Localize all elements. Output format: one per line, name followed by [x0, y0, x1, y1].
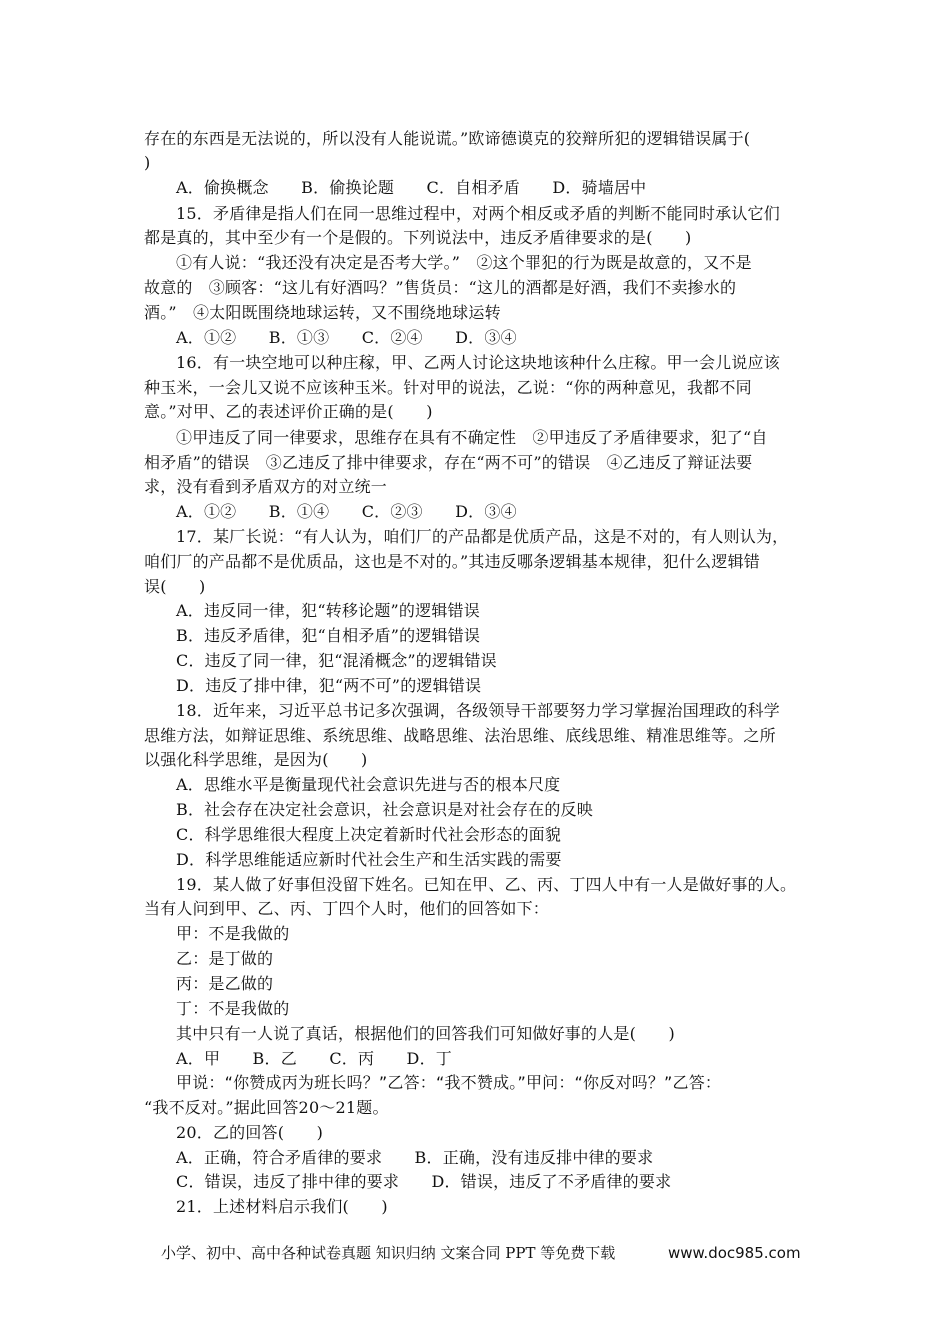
option-line: D．违反了排中律，犯“两不可”的逻辑错误: [176, 676, 482, 695]
option-line: A．偷换概念 B．偷换论题 C．自相矛盾 D．骑墙居中: [176, 178, 647, 197]
text-line: “我不反对。”据此回答20～21题。: [144, 1098, 389, 1117]
option-line: D．科学思维能适应新时代社会生产和生活实践的需要: [176, 850, 562, 869]
text-line: 咱们厂的产品都不是优质品，这也是不对的。”其违反哪条逻辑基本规律，犯什么逻辑错: [144, 552, 760, 571]
text-line: 丁：不是我做的: [176, 999, 290, 1018]
question-line: 15．矛盾律是指人们在同一思维过程中，对两个相反或矛盾的判断不能同时承认它们: [176, 204, 780, 223]
option-line: A．①② B．①④ C．②③ D．③④: [176, 502, 517, 521]
option-line: C．科学思维很大程度上决定着新时代社会形态的面貌: [176, 825, 562, 844]
option-line: B．违反矛盾律，犯“自相矛盾”的逻辑错误: [176, 626, 481, 645]
option-line: A．甲 B．乙 C．丙 D．丁: [176, 1049, 452, 1068]
text-line: 误( ): [144, 577, 206, 596]
option-line: C．错误，违反了排中律的要求 D．错误，违反了不矛盾律的要求: [176, 1172, 672, 1191]
text-line: 种玉米，一会儿又说不应该种玉米。针对甲的说法，乙说：“你的两种意见，我都不同: [144, 378, 752, 397]
text-line: 甲：不是我做的: [176, 924, 290, 943]
option-line: C．违反了同一律，犯“混淆概念”的逻辑错误: [176, 651, 497, 670]
text-line: 意。”对甲、乙的表述评价正确的是( ): [144, 402, 433, 421]
option-line: A．思维水平是衡量现代社会意识先进与否的根本尺度: [176, 775, 561, 794]
option-line: A．正确，符合矛盾律的要求 B．正确，没有违反排中律的要求: [176, 1148, 654, 1167]
text-line: 丙：是乙做的: [176, 974, 274, 993]
text-line: ①有人说：“我还没有决定是否考大学。” ②这个罪犯的行为既是故意的，又不是: [176, 253, 752, 272]
question-line: 19．某人做了好事但没留下姓名。已知在甲、乙、丙、丁四人中有一人是做好事的人。: [176, 875, 797, 894]
question-line: 18．近年来，习近平总书记多次强调，各级领导干部要努力学习掌握治国理政的科学: [176, 701, 780, 720]
text-line: 存在的东西是无法说的，所以没有人能说谎。”欧谛德谟克的狡辩所犯的逻辑错误属于(: [144, 129, 751, 148]
text-line: ①甲违反了同一律要求，思维存在具有不确定性 ②甲违反了矛盾律要求，犯了“自: [176, 428, 768, 447]
text-line: 相矛盾”的错误 ③乙违反了排中律要求，存在“两不可”的错误 ④乙违反了辩证法要: [144, 453, 753, 472]
text-line: 以强化科学思维，是因为( ): [144, 750, 368, 769]
text-line: 思维方法，如辩证思维、系统思维、战略思维、法治思维、底线思维、精准思维等。之所: [144, 726, 776, 745]
text-line: 甲说：“你赞成丙为班长吗？”乙答：“我不赞成。”甲问：“你反对吗？”乙答：: [176, 1073, 722, 1092]
question-line: 17．某厂长说：“有人认为，咱们厂的产品都是优质产品，这是不对的，有人则认为，: [176, 527, 789, 546]
question-line: 16．有一块空地可以种庄稼，甲、乙两人讨论这块地该种什么庄稼。甲一会儿说应该: [176, 353, 780, 372]
text-line: 其中只有一人说了真话，根据他们的回答我们可知做好事的人是( ): [176, 1024, 675, 1043]
text-line: 当有人问到甲、乙、丙、丁四个人时，他们的回答如下：: [144, 899, 550, 918]
question-line: 20．乙的回答( ): [176, 1123, 324, 1142]
option-line: A．违反同一律，犯“转移论题”的逻辑错误: [176, 601, 480, 620]
footer-url[interactable]: www.doc985.com: [668, 1244, 801, 1262]
footer-label: 小学、初中、高中各种试卷真题 知识归纳 文案合同 PPT 等免费下载: [161, 1244, 616, 1262]
text-line: 故意的 ③顾客：“这儿有好酒吗？”售货员：“这儿的酒都是好酒，我们不卖掺水的: [144, 278, 737, 297]
text-line: 乙：是丁做的: [176, 949, 274, 968]
text-line: ): [144, 153, 151, 172]
text-line: 都是真的，其中至少有一个是假的。下列说法中，违反矛盾律要求的是( ): [144, 228, 692, 247]
option-line: A．①② B．①③ C．②④ D．③④: [176, 328, 517, 347]
question-line: 21．上述材料启示我们( ): [176, 1197, 388, 1216]
text-line: 酒。” ④太阳既围绕地球运转，又不围绕地球运转: [144, 303, 501, 322]
option-line: B．社会存在决定社会意识，社会意识是对社会存在的反映: [176, 800, 593, 819]
text-line: 求，没有看到矛盾双方的对立统一: [144, 477, 388, 496]
